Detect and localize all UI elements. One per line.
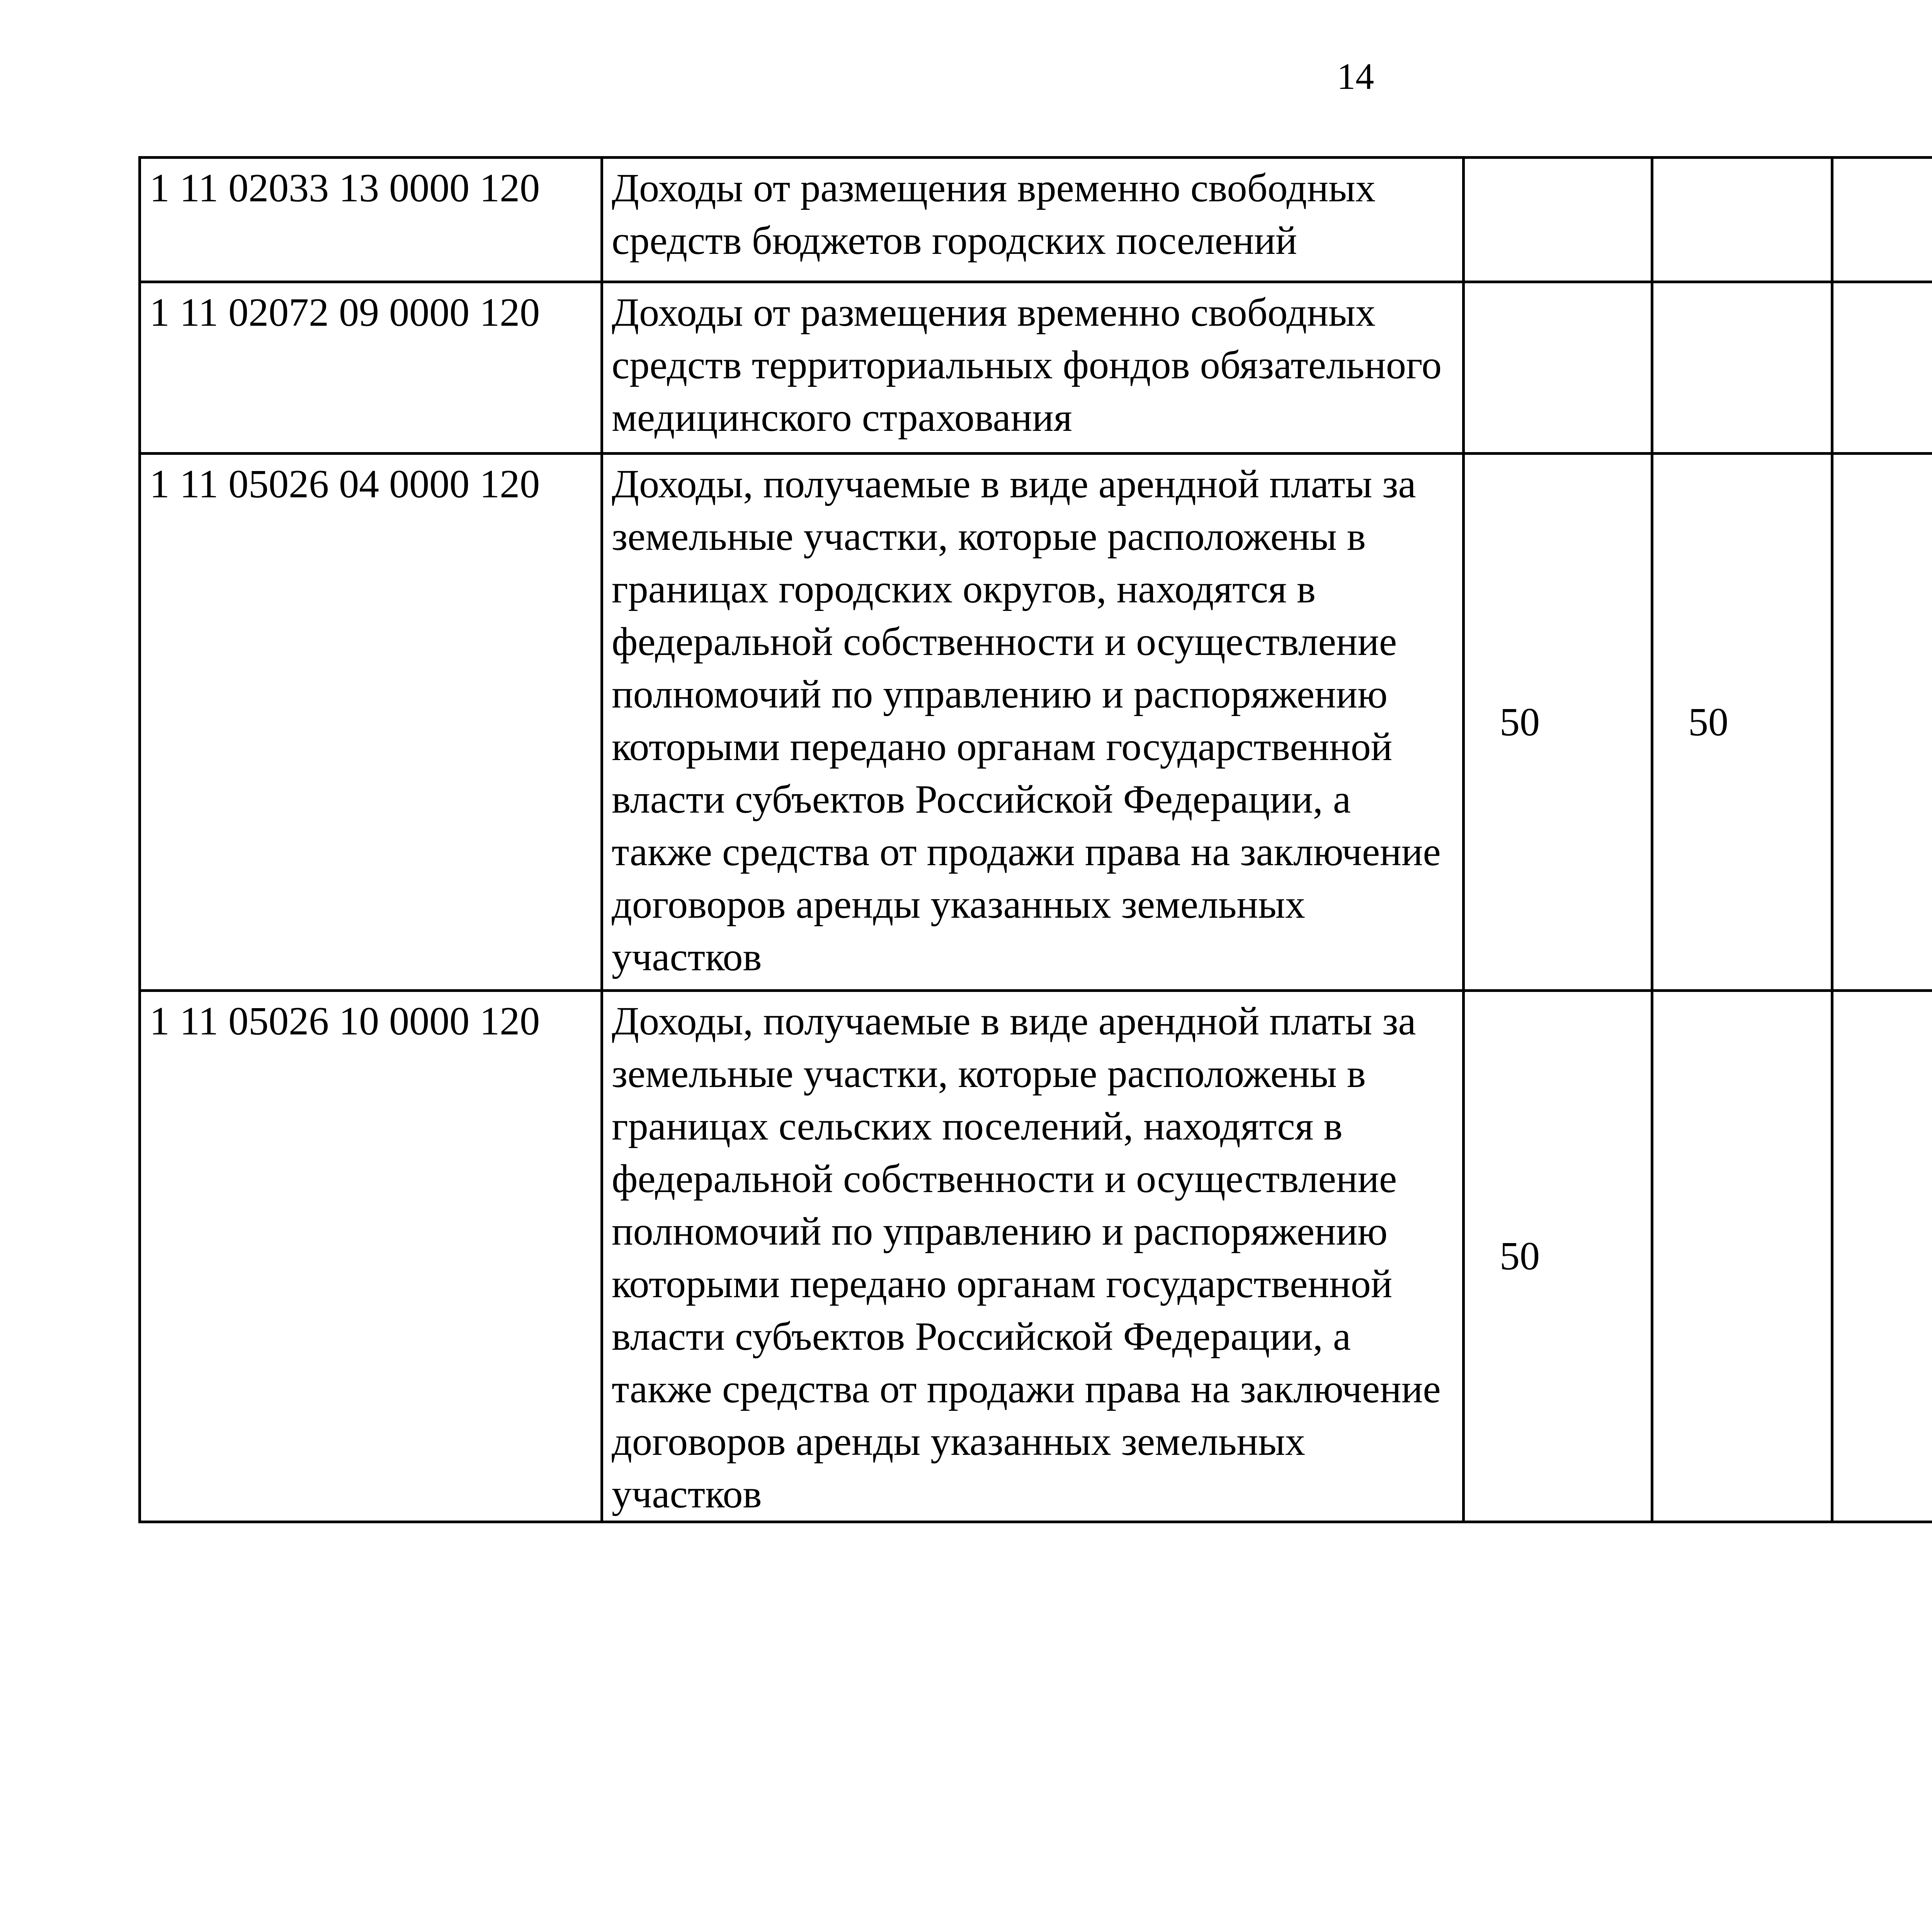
value-cell-col2 [1652, 991, 1832, 1522]
description-cell: Доходы, получаемые в виде арендной платы за земельные участки, которые расположены в границах городских округов, находятся в федеральной собственности и осуществление полномочий по управлению и распоряжению которыми передано органам государственной власти субъектов Российской Федерации, а также средства от продажи права на заключение договоров аренды указанных земельных участков [602, 454, 1464, 991]
value-cell-col1 [1464, 282, 1652, 454]
table-row [140, 158, 1932, 282]
value-cell-col2: 50 [1652, 454, 1832, 991]
value-cell-col3 [1832, 282, 1932, 454]
value-cell-col1: 50 [1464, 454, 1652, 991]
value-cell-col2 [1652, 158, 1832, 282]
code-cell: 1 11 05026 04 0000 120 [140, 454, 602, 991]
table-row [140, 991, 1932, 1522]
table-row [140, 282, 1932, 454]
value-cell-col3 [1832, 454, 1932, 991]
code-cell: 1 11 02072 09 0000 120 [140, 282, 602, 454]
table-row [140, 454, 1932, 991]
code-cell: 1 11 05026 10 0000 120 [140, 991, 602, 1522]
description-cell: Доходы, получаемые в виде арендной платы за земельные участки, которые расположены в границах сельских поселений, находятся в федеральной собственности и осуществление полномочий по управлению и распоряжению которыми передано органам государственной власти субъектов Российской Федерации, а также средства от продажи права на заключение договоров аренды указанных земельных участков [602, 991, 1464, 1522]
code-cell: 1 11 02033 13 0000 120 [140, 158, 602, 282]
value-cell-col1 [1464, 158, 1652, 282]
value-cell-col3 [1832, 991, 1932, 1522]
description-cell: Доходы от размещения временно свободных средств бюджетов городских поселений [602, 158, 1464, 282]
value-cell-col3 [1832, 158, 1932, 282]
page-number: 14 [1337, 56, 1374, 97]
value-cell-col2 [1652, 282, 1832, 454]
revenue-table [138, 156, 1932, 1523]
value-cell-col1: 50 [1464, 991, 1652, 1522]
description-cell: Доходы от размещения временно свободных средств территориальных фондов обязательного медицинского страхования [602, 282, 1464, 454]
